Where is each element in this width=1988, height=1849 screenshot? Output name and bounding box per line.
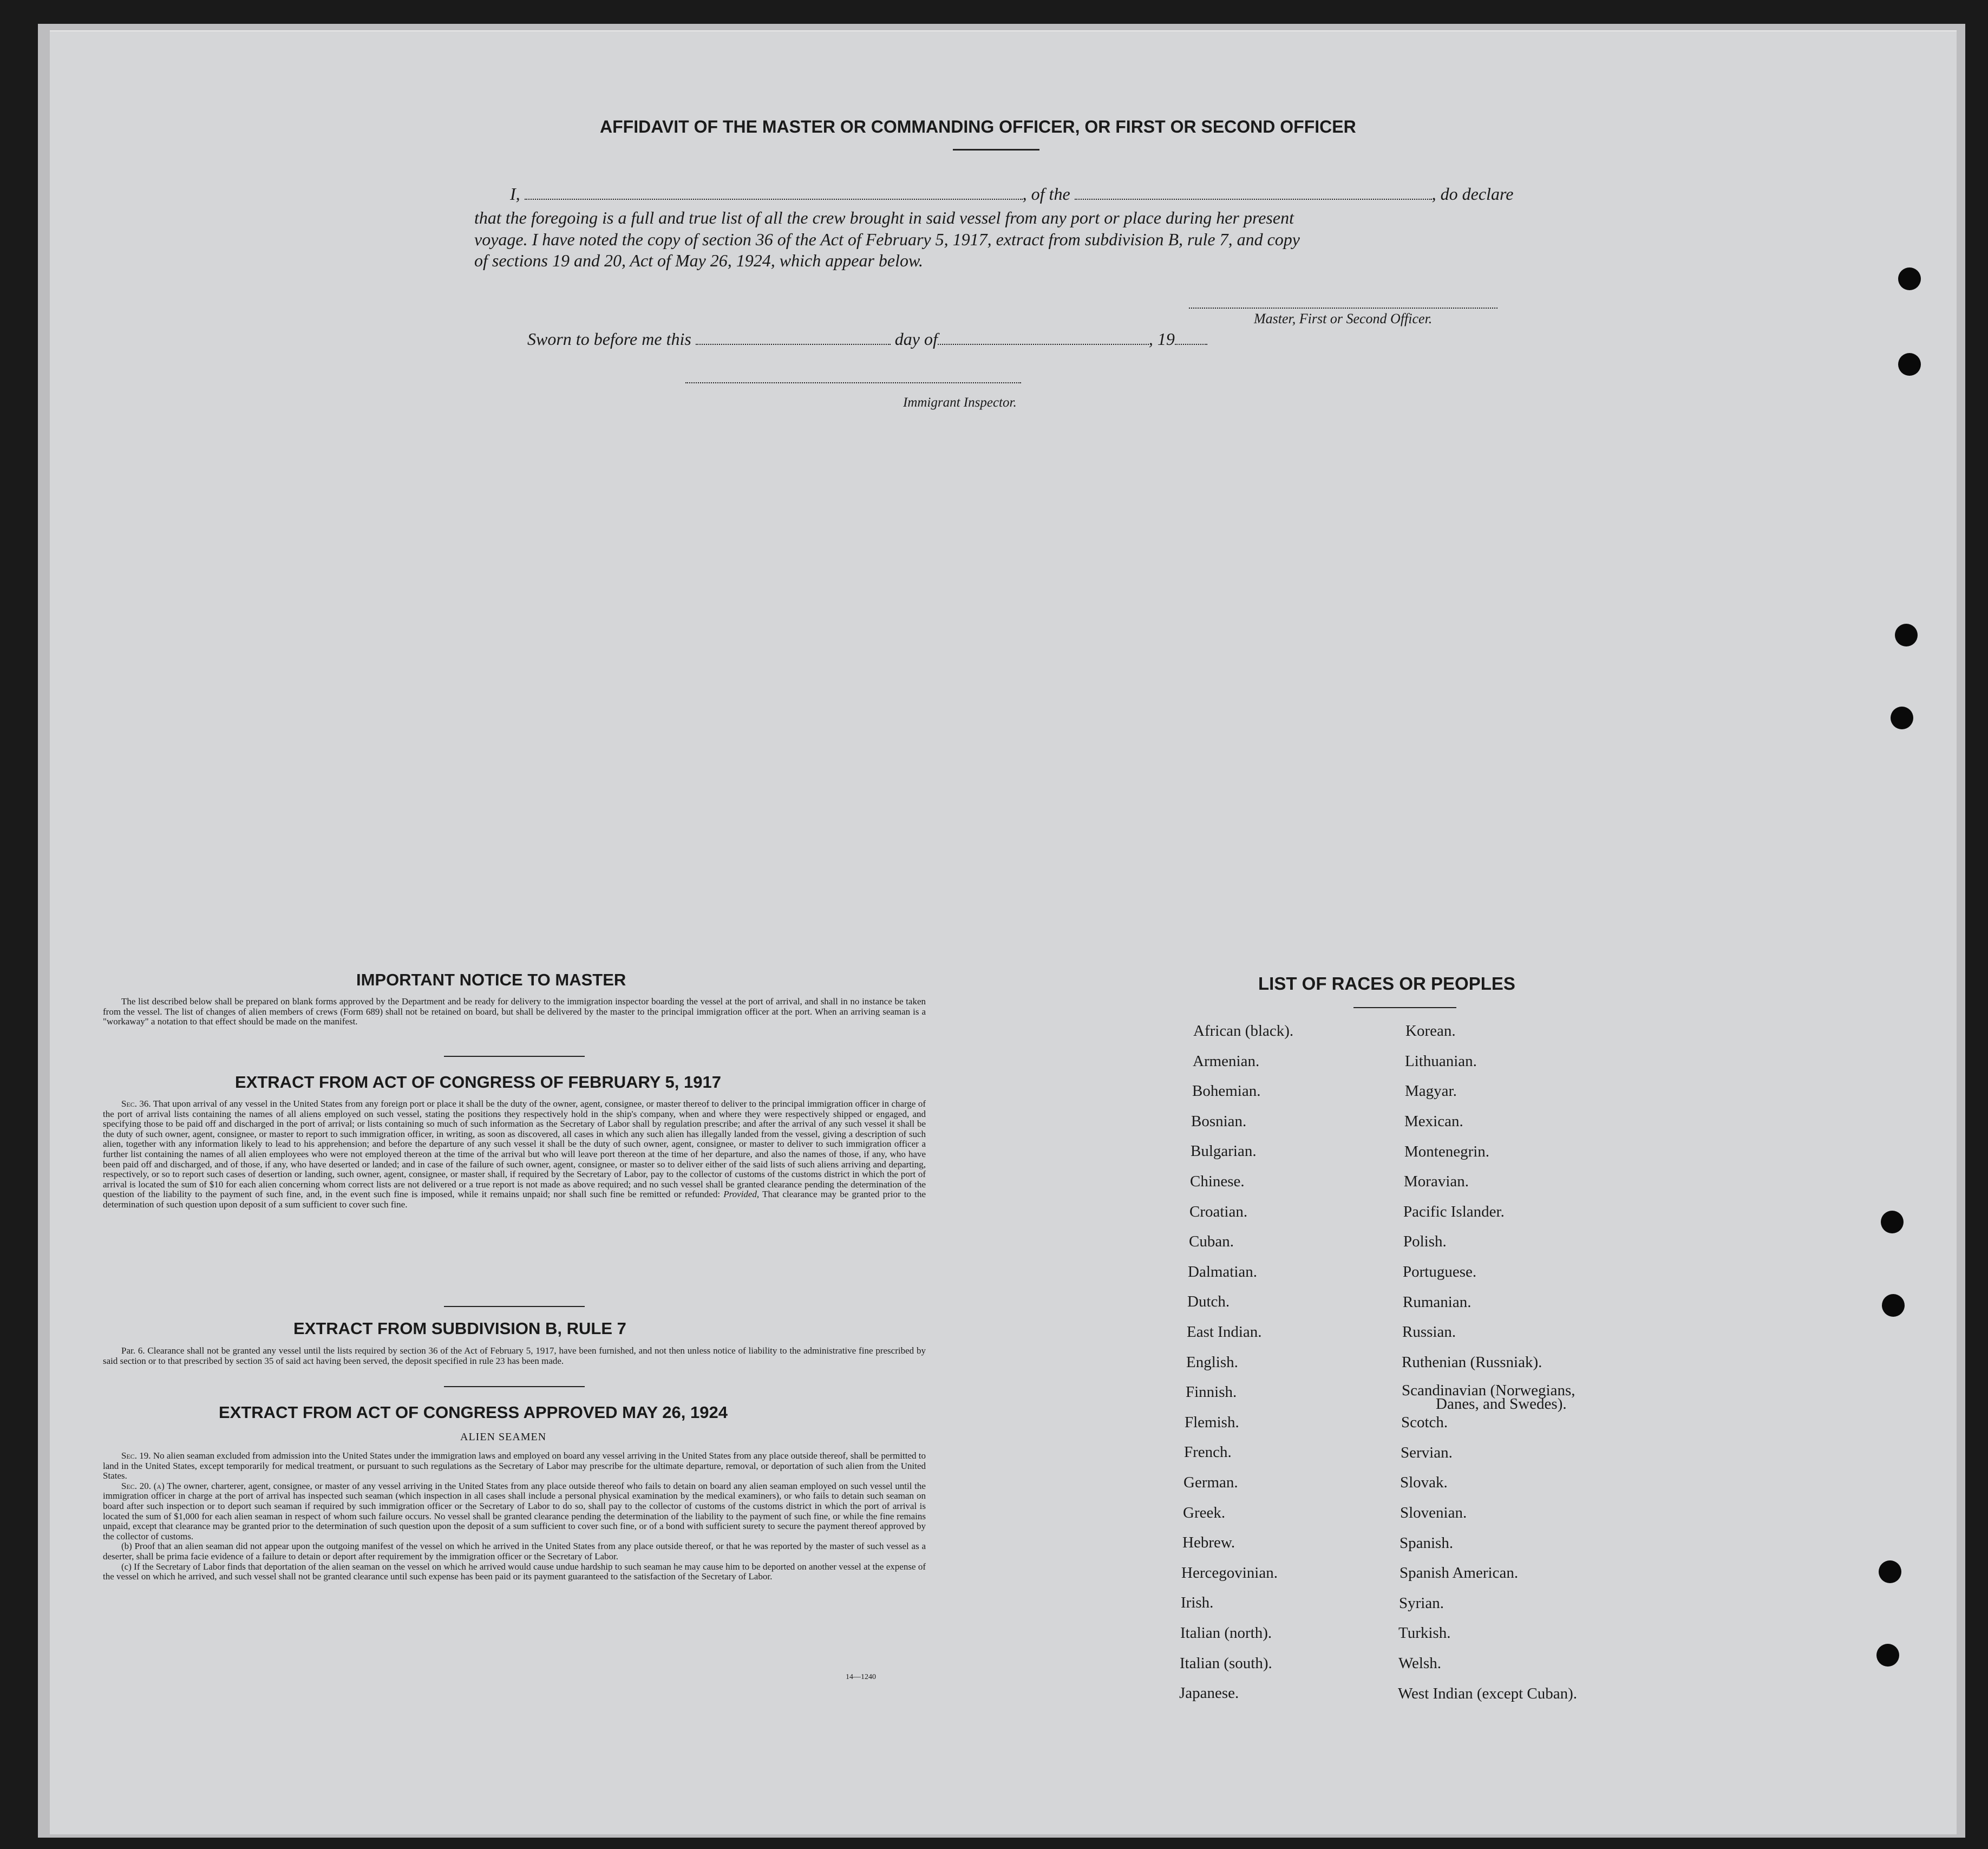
sec-19-label: Sec. 19.	[121, 1451, 151, 1461]
day-of-text: day of	[894, 329, 938, 349]
race-item: East Indian.	[1187, 1323, 1262, 1341]
signer-caption: Master, First or Second Officer.	[1254, 311, 1433, 326]
race-item: Hercegovinian.	[1181, 1564, 1278, 1582]
race-item: West Indian (except Cuban).	[1398, 1685, 1578, 1702]
race-item: Rumanian.	[1403, 1293, 1472, 1311]
signature-line[interactable]	[1189, 308, 1497, 309]
affidavit-line-2: that the foregoing is a full and true list of all the crew brought in said vessel from any port or place during her present	[474, 208, 1294, 227]
race-item: Bosnian.	[1191, 1112, 1247, 1130]
affidavit-line-4: of sections 19 and 20, Act of May 26, 1924, which appear below.	[474, 251, 923, 270]
race-item: Moravian.	[1404, 1173, 1469, 1190]
sec-20a-text: The owner, charterer, agent, consignee, or master of any vessel arriving in the United States from any place outside thereof who fails to detain on board any alien seaman employed on such vessel until the immigration officer in charge at the port of arrival has inspected such seaman (which inspection in all cases shall include a personal physical examination by the medical examiners), or who fails to detain such seaman on board after such inspection or to deport such seaman if required by such immigration officer or the Secretary of Labor to do so, shall pay to the collector of customs of the customs district in which the port of arrival is located the sum of $1,000 for each alien seaman in respect of whom such failure occurs. No vessel shall be granted clearance pending the determination of the liability to the payment of such fine, or while the fine remains unpaid, except that clearance may be granted prior to the determination of such question upon the deposit of a sum sufficient to cover such fine, or of a bond with sufficient surety to secure the payment thereof approved by the collector of customs.	[103, 1480, 926, 1541]
race-item: Pacific Islander.	[1403, 1203, 1505, 1220]
affidavit-title: AFFIDAVIT OF THE MASTER OR COMMANDING OFFICER, OR FIRST OR SECOND OFFICER	[600, 117, 1356, 136]
alien-seamen-subtitle: ALIEN SEAMEN	[460, 1431, 547, 1443]
race-item: Greek.	[1183, 1504, 1226, 1521]
divider	[1353, 1007, 1456, 1008]
race-item: Turkish.	[1398, 1624, 1451, 1642]
race-item: Scandinavian (Norwegians,	[1402, 1382, 1575, 1399]
affidavit-line-1	[510, 184, 1513, 204]
extract-1924-body	[103, 1451, 926, 1582]
race-item: Scotch.	[1401, 1414, 1448, 1431]
race-item: Syrian.	[1399, 1595, 1444, 1612]
sworn-month-field[interactable]	[938, 344, 1149, 345]
race-item: Magyar.	[1405, 1082, 1457, 1100]
race-item: Bulgarian.	[1191, 1142, 1257, 1160]
race-item: African (black).	[1193, 1022, 1294, 1040]
race-item: Portuguese.	[1403, 1263, 1477, 1280]
extract-1917-title: EXTRACT FROM ACT OF CONGRESS OF FEBRUARY 5, 1917	[235, 1073, 721, 1092]
year-prefix: , 19	[1148, 329, 1175, 349]
race-item: French.	[1184, 1443, 1232, 1461]
race-item: Servian.	[1401, 1444, 1453, 1461]
vessel-field[interactable]	[1075, 199, 1432, 200]
binder-hole	[1898, 353, 1921, 376]
affidavit-of-the: , of the	[1022, 184, 1070, 204]
form-number: 14—1240	[846, 1673, 876, 1681]
binder-hole	[1895, 624, 1918, 646]
inspector-signature-line[interactable]	[685, 382, 1021, 383]
sec-20-label: Sec. 20. (a)	[121, 1480, 165, 1491]
sec-19-text: No alien seaman excluded from admission into the United States under the immigration laws and employed on board any vessel arriving in the United States from any place outside thereof, shall be permitted to land in the United States, except temporarily for medical treatment, or pursuant to such regulations as the Secretary of Labor may prescribe for the ultimate departure, removal, or deportation of such alien from the United States.	[103, 1451, 926, 1481]
race-item: Cuban.	[1189, 1233, 1234, 1251]
proviso-text: That clearance may be granted prior to the determination of such question upon deposit of a sum sufficient to cover such fine.	[103, 1189, 926, 1210]
divider	[444, 1386, 585, 1387]
race-item: Russian.	[1402, 1323, 1456, 1341]
race-item: Montenegrin.	[1404, 1143, 1490, 1160]
binder-hole	[1881, 1211, 1904, 1233]
notice-paragraph: The list described below shall be prepared on blank forms approved by the Department and be ready for delivery to the immigration inspector boarding the vessel at the port of arrival, and shall in no instance be taken from the vessel. The list of changes of alien members of crews (Form 689) shall not be retained on board, but shall be delivered by the master to the principal immigration officer at the port. When an arriving seaman is a "workaway" a notation to that effect should be made on the manifest.	[103, 996, 926, 1027]
race-item: Dalmatian.	[1188, 1263, 1258, 1280]
affidavit-declare: , do declare	[1431, 184, 1514, 204]
race-item: Italian (south).	[1180, 1654, 1272, 1672]
race-item: Armenian.	[1193, 1052, 1260, 1070]
race-item: Chinese.	[1190, 1173, 1245, 1190]
race-item: Spanish American.	[1400, 1564, 1519, 1582]
sworn-line	[527, 329, 1207, 349]
binder-hole	[1876, 1644, 1899, 1667]
sec-36-label: Sec. 36.	[121, 1099, 151, 1109]
extract-1917-body	[103, 1099, 926, 1210]
race-item: Slovenian.	[1400, 1504, 1467, 1521]
sec-20b-text: (b) Proof that an alien seaman did not appear upon the outgoing manifest of the vessel on which he arrived in the United States from any place outside thereof, or that he was reported by the master of such vessel as a deserter, shall be prima facie evidence of a failure to detain or deport after requirement by the immigration officer or the Secretary of Labor.	[103, 1541, 926, 1561]
race-item: Irish.	[1181, 1594, 1214, 1612]
affidavit-i: I,	[510, 184, 520, 204]
sworn-day-field[interactable]	[696, 344, 891, 345]
race-item: Flemish.	[1185, 1413, 1239, 1431]
race-item: Bohemian.	[1192, 1082, 1261, 1100]
extract-1924-title: EXTRACT FROM ACT OF CONGRESS APPROVED MAY 26, 1924	[219, 1403, 728, 1422]
rule-7-paragraph: Par. 6. Clearance shall not be granted any vessel until the lists required by section 36 of the Act of February 5, 1917, have been furnished, and not then unless notice of liability to the administrative fine prescribed by said section or to that prescribed by section 35 of said act having been served, the deposit specified in rule 23 has been made.	[103, 1345, 926, 1366]
sec-20c-text: (c) If the Secretary of Labor finds that deportation of the alien seaman on the vessel on which he arrived would cause undue hardship to such seaman he may cause him to be deported on another vessel at the expense of the vessel on which he arrived, and such vessel shall not be granted clearance until such expense has been paid or its payment guaranteed to the satisfaction of the Secretary of Labor.	[103, 1561, 926, 1582]
race-item: Lithuanian.	[1405, 1053, 1477, 1070]
race-item: Italian (north).	[1180, 1624, 1272, 1642]
sec-36-text: That upon arrival of any vessel in the United States from any foreign port or place it shall be the duty of the owner, agent, consignee, or master thereof to deliver to the principal immigration officer in charge of the port of arrival lists containing the names of all aliens employed on such vessel, stating the positions they respectively hold in the ship's company, when and where they were respectively shipped or engaged, and specifying those to be paid off and discharged in the port of arrival; or lists containing so much of such information as the Secretary of Labor shall by regulation prescribe; and after the arrival of any such vessel it shall be the duty of such owner, agent, consignee, or master to report to such immigration officer, in writing, as soon as discovered, all cases in which any such alien has illegally landed from the vessel, giving a description of such alien, together with any information likely to lead to his apprehension; and before the departure of any such vessel it shall be the duty of such owner, agent, consignee, or master to deliver to such immigration officer a further list containing the names of all alien employees who were not employed thereon at the time of the arrival but who will leave port thereon at the time of her departure, and also the names of those, if any, who have been paid off and discharged, and of those, if any, who have deserted or landed; and in case of the failure of such owner, agent, consignee, or master so to deliver either of the said lists of such aliens arriving and departing, respectively, or so to report such cases of desertion or landing, such owner, agent, consignee, or master shall, if required by the Secretary of Labor, pay to the collector of customs of the customs district in which the port of arrival is located the sum of $10 for each alien concerning whom correct lists are not delivered or a true report is not made as above required; and no such vessel shall be granted clearance pending the determination of the question of the liability to the payment of such fine, and, in the event such fine is imposed, while it remains unpaid; nor shall such fine be remitted or refunded:	[103, 1099, 926, 1200]
race-item: Croatian.	[1189, 1203, 1248, 1220]
race-item: Spanish.	[1400, 1534, 1454, 1552]
rule-7-body	[103, 1346, 926, 1366]
binder-hole	[1882, 1294, 1905, 1317]
sworn-text: Sworn to before me this	[527, 329, 691, 349]
race-item: Korean.	[1405, 1022, 1456, 1040]
race-item: Welsh.	[1398, 1655, 1442, 1672]
race-item: Polish.	[1403, 1233, 1447, 1250]
inspector-caption: Immigrant Inspector.	[903, 395, 1017, 410]
proviso-label: Provided,	[723, 1189, 760, 1200]
race-item: Japanese.	[1179, 1684, 1239, 1702]
notice-title: IMPORTANT NOTICE TO MASTER	[356, 970, 626, 989]
divider	[444, 1056, 585, 1057]
race-item: German.	[1183, 1474, 1238, 1491]
rule-7-title: EXTRACT FROM SUBDIVISION B, RULE 7	[293, 1319, 626, 1338]
race-item: Mexican.	[1404, 1113, 1463, 1130]
race-item: English.	[1186, 1353, 1238, 1371]
race-item: Dutch.	[1187, 1293, 1230, 1311]
affidavit-line-3: voyage. I have noted the copy of section 36 of the Act of February 5, 1917, extract from subdivision B, rule 7, and copy	[474, 230, 1300, 249]
binder-hole	[1879, 1560, 1901, 1583]
divider	[444, 1306, 585, 1307]
race-item: Danes, and Swedes).	[1436, 1395, 1567, 1413]
race-item: Slovak.	[1400, 1474, 1448, 1491]
notice-body	[103, 997, 926, 1027]
sworn-year-field[interactable]	[1175, 344, 1207, 345]
divider	[953, 149, 1039, 151]
race-item: Hebrew.	[1182, 1534, 1235, 1552]
races-title: LIST OF RACES OR PEOPLES	[1258, 973, 1515, 994]
race-item: Ruthenian (Russniak).	[1402, 1354, 1542, 1371]
binder-hole	[1898, 267, 1921, 290]
race-item: Finnish.	[1186, 1383, 1237, 1401]
declarant-name-field[interactable]	[525, 199, 1023, 200]
binder-hole	[1891, 707, 1913, 729]
